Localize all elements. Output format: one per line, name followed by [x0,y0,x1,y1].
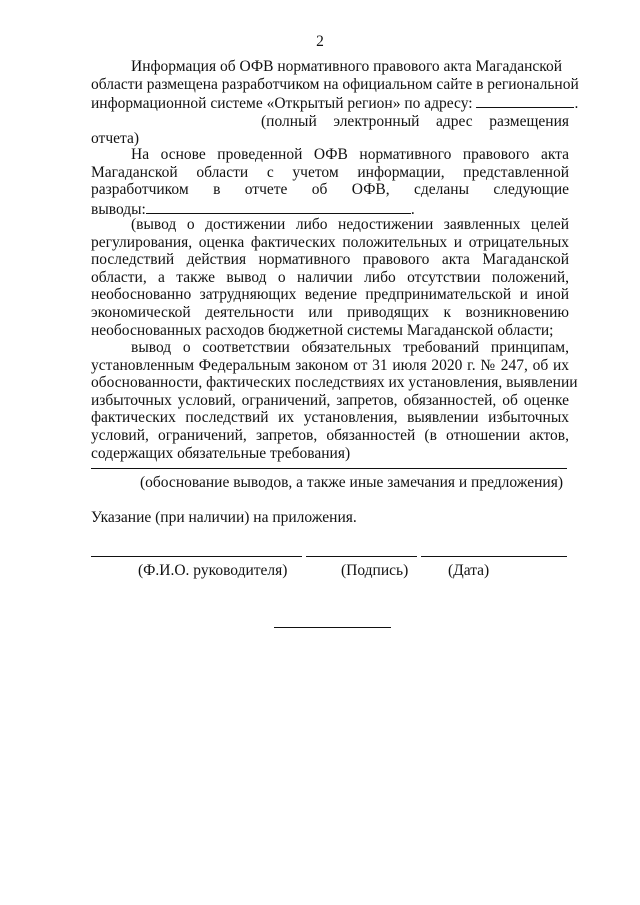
date-line[interactable] [421,556,567,557]
name-label: (Ф.И.О. руководителя) [138,562,288,579]
info-line-3 [91,93,579,113]
conclusion-goals-line-4: области, а также вывод о наличии либо отсутствии положений, [91,268,569,286]
info-line-3-text: информационной системе «Открытый регион» по адресу: [91,95,473,113]
appendix-note: Указание (при наличии) на приложения. [91,509,357,526]
justification-line[interactable] [91,468,567,469]
conclusion-goals-line-1: (вывод о достижении либо недостижении заявленных целей [131,216,569,233]
basis-paragraph [91,146,569,218]
conclusions-blank[interactable] [146,199,411,214]
conclusion-req-line-6: условий, ограничений, запретов, обязанностей (в отношении актов, [91,426,569,444]
address-note-line-1: (полный электронный адрес размещения [261,112,569,130]
conclusion-requirements [91,339,578,462]
name-signature-line[interactable] [91,556,302,557]
basis-line-3: разработчиком в отчете об ОФВ, сделаны следующие [91,181,569,199]
info-paragraph [91,58,579,148]
end-separator [274,627,391,628]
conclusion-goals-line-6: экономической деятельности или приводящих к возникновению [91,303,569,321]
basis-line-2: Магаданской области с учетом информации, представленной [91,163,569,181]
conclusion-req-line-3: обоснованности, фактических последствиях их установления, выявлении [91,374,578,392]
address-blank[interactable] [476,93,574,108]
info-line-1: Информация об ОФВ нормативного правового акта Магаданской [131,58,563,75]
conclusion-req-line-5: фактических последствий их установления, выявлении избыточных [91,409,569,427]
page-number: 2 [316,33,324,50]
info-line-2: области размещена разработчиком на официальном сайте в региональной [91,75,579,93]
conclusion-req-line-4: избыточных условий, ограничений, запретов, обязанностей, об оценке [91,391,569,409]
basis-line-4-text: выводы: [91,200,146,218]
address-note-line-2: отчета) [91,130,139,148]
date-label: (Дата) [448,562,490,579]
conclusion-goals-line-7: необоснованных расходов бюджетной системы Магаданской области; [91,321,554,339]
conclusion-req-line-1: вывод о соответствии обязательных требований принципам, [131,339,569,356]
signature-line[interactable] [306,556,417,557]
justification-caption: (обоснование выводов, а также иные замечания и предложения) [140,474,564,491]
conclusion-goals-line-2: регулирования, оценка фактических положительных и отрицательных [91,233,569,251]
conclusion-req-line-7: содержащих обязательные требования) [91,444,351,462]
conclusion-goals [91,216,569,339]
basis-line-4-end: . [410,200,415,218]
conclusion-goals-line-5: необоснованно затрудняющих ведение предпринимательской и иной [91,286,569,304]
conclusion-goals-line-3: последствий действия нормативного правового акта Магаданской [91,251,569,269]
signature-label: (Подпись) [341,562,409,579]
conclusion-req-line-2: установленным Федеральным законом от 31 июля 2020 г. № 247, об их [91,356,569,374]
basis-line-1: На основе проведенной ОФВ нормативного правового акта [131,146,569,163]
info-line-3-end: . [574,95,579,113]
